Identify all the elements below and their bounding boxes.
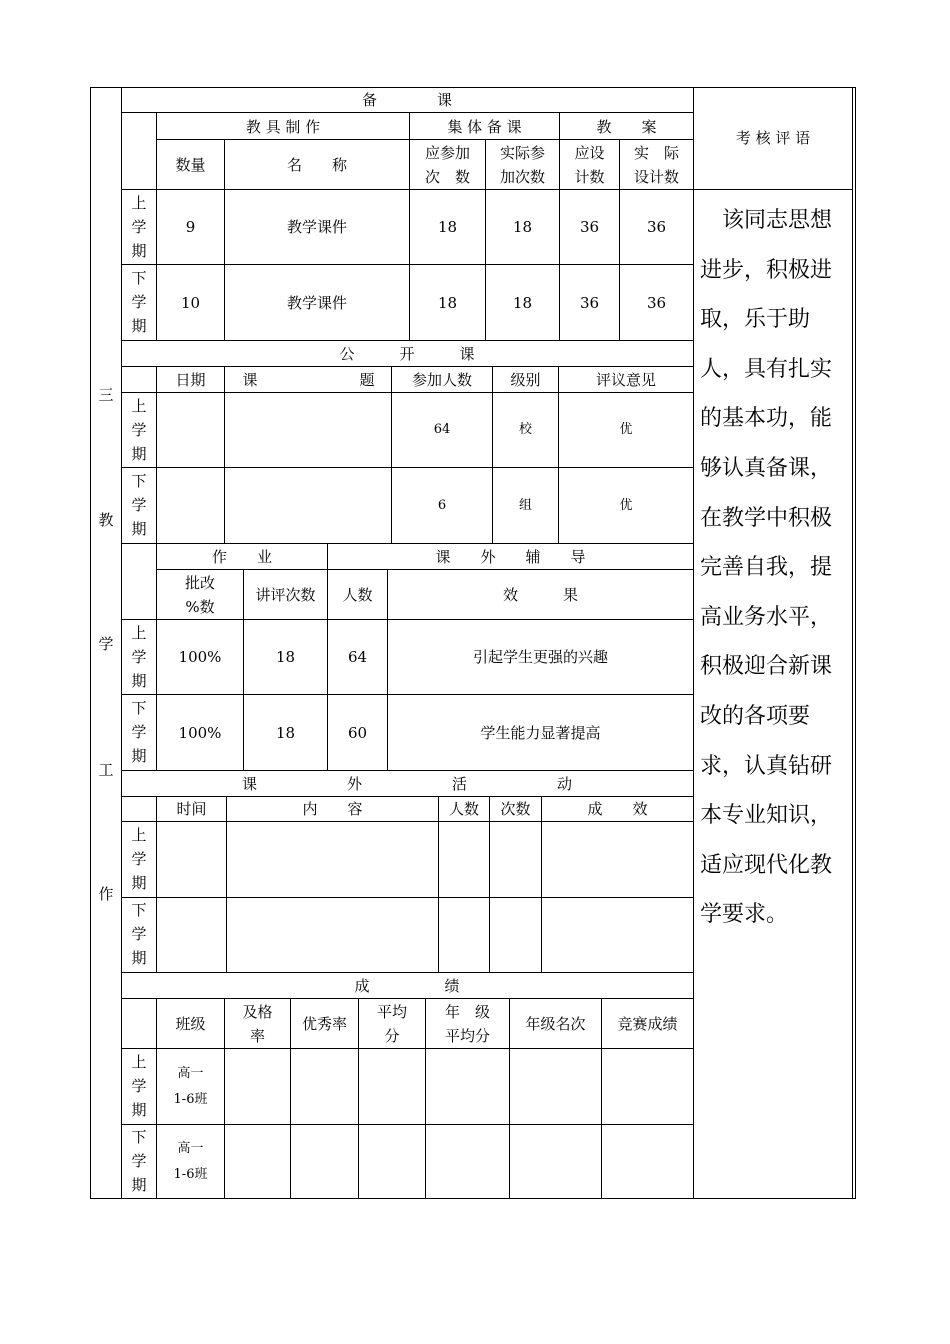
term-upper [122, 192, 156, 262]
cell-level: 组 [518, 497, 532, 513]
col-rank: 年级名次 [525, 1014, 586, 1033]
activities-title: 课 外 活 动 [241, 774, 572, 793]
cell-date [157, 393, 224, 467]
cell-qty: 9 [185, 218, 196, 236]
col-contest: 竞赛成绩 [617, 1014, 678, 1033]
cell-participants: 64 [433, 422, 451, 437]
col-time: 时间 [176, 800, 207, 818]
cell-should-design: 36 [579, 218, 600, 236]
assessment-divider [693, 87, 694, 1199]
col-people: 人数 [448, 800, 479, 818]
col-corrected: 批改 %数 [184, 573, 215, 616]
term-upper [122, 824, 156, 894]
term-lower [122, 697, 156, 767]
term-char: 期 [131, 520, 147, 538]
cell-name: 教学课件 [286, 293, 347, 312]
cell-actual-design: 36 [646, 293, 667, 312]
term-char: 上 [131, 194, 147, 212]
tutoring-title: 课 外 辅 导 [435, 547, 586, 566]
col-reviews: 讲评次数 [255, 585, 316, 604]
col-topic-b: 题 [359, 370, 375, 389]
term-char: 学 [131, 293, 147, 311]
cell-effect: 引起学生更强的兴趣 [472, 648, 608, 666]
cell-should-attend: 18 [437, 293, 458, 312]
term-upper [122, 622, 156, 692]
term-char: 学 [131, 1077, 147, 1095]
col-pass: 及格 率 [242, 1002, 273, 1045]
grid-line [226, 796, 227, 972]
grid-line [121, 112, 693, 113]
cell-comments: 优 [619, 422, 633, 437]
col-effect: 效 果 [502, 585, 578, 604]
open-class-title: 公 开 课 [339, 344, 475, 363]
cell-class: 高一 1-6班 [173, 1140, 208, 1182]
cell-corrected: 100% [178, 723, 222, 742]
cell-people: 60 [347, 723, 368, 742]
cell-corrected: 100% [178, 648, 222, 666]
teaching-aids-header: 教 具 制 作 [245, 117, 321, 136]
cell-level: 校 [518, 422, 532, 437]
homework-title: 作 业 [211, 547, 272, 566]
outer-border-right [852, 87, 853, 1199]
col-people: 人数 [342, 585, 373, 604]
term-char: 学 [131, 218, 147, 236]
cell-actual-design: 36 [646, 218, 667, 236]
term-char: 下 [131, 269, 147, 287]
cell-should-attend: 18 [437, 218, 458, 236]
outer-border-right-double [855, 87, 856, 1199]
assessment-comment: 该同志思想进步，积极进取，乐于助人，具有扎实的基本功，能够认真备课，在教学中积极完善自我，提高业务水平，积极迎合新课改的各项要求，认真钻研本专业知识，适应现代化教学要求。 [700, 208, 833, 928]
grid-line [121, 897, 693, 898]
outer-border-bottom [90, 1198, 855, 1199]
term-char: 期 [131, 445, 147, 463]
cell-comments: 优 [619, 497, 633, 513]
left-label-char: 教 [98, 511, 114, 529]
cell-class: 高一 1-6班 [173, 1065, 208, 1107]
collective-prep-header: 集 体 备 课 [447, 117, 522, 136]
left-label-char: 作 [98, 885, 114, 903]
grid-line [156, 796, 157, 972]
term-char: 下 [131, 472, 147, 490]
col-avg: 平均 分 [376, 1002, 407, 1045]
cell-effect: 学生能力显著提高 [480, 723, 601, 742]
term-char: 学 [131, 1152, 147, 1170]
cell-reviews: 18 [275, 648, 296, 666]
term-char: 下 [131, 901, 147, 919]
term-lower [122, 267, 156, 337]
term-char: 上 [131, 826, 147, 844]
cell-actual-attend: 18 [512, 293, 533, 312]
term-char: 上 [131, 1053, 147, 1071]
cell-people: 64 [347, 648, 368, 666]
term-upper [122, 1051, 156, 1121]
term-char: 期 [131, 1176, 147, 1194]
left-label-char: 三 [98, 386, 114, 404]
col-qty: 数量 [175, 155, 206, 174]
term-char: 上 [131, 624, 147, 642]
cell-topic [225, 393, 391, 467]
col-comments: 评议意见 [595, 370, 656, 389]
term-char: 学 [131, 925, 147, 943]
grid-line [541, 796, 542, 972]
term-char: 期 [131, 1101, 147, 1119]
term-char: 期 [131, 874, 147, 892]
cell-actual-attend: 18 [512, 218, 533, 236]
term-char: 期 [131, 949, 147, 967]
term-char: 期 [131, 672, 147, 690]
grid-line [438, 796, 439, 972]
col-topic-a: 课 [242, 370, 258, 389]
lesson-prep-title: 备 课 [361, 91, 452, 109]
col-date: 日期 [175, 370, 206, 389]
col-actual-design: 实 际 设计数 [633, 143, 679, 186]
cell-qty: 10 [180, 293, 201, 312]
term-char: 学 [131, 496, 147, 514]
grid-line [121, 821, 693, 822]
term-char: 期 [131, 242, 147, 260]
left-label-char: 学 [98, 635, 114, 653]
cell-should-design: 36 [579, 293, 600, 312]
term-char: 期 [131, 317, 147, 335]
term-char: 学 [131, 723, 147, 741]
col-content: 内 容 [302, 800, 363, 818]
cell-reviews: 18 [275, 723, 296, 742]
grades-title: 成 绩 [354, 976, 460, 995]
term-char: 学 [131, 648, 147, 666]
cell-date [157, 468, 224, 543]
col-should-attend: 应参加 次 数 [424, 143, 470, 186]
col-results: 成 效 [587, 800, 648, 818]
cell-participants: 6 [437, 497, 447, 513]
term-char: 学 [131, 421, 147, 439]
grid-line [489, 796, 490, 972]
assessment-header: 考 核 评 语 [735, 129, 811, 147]
term-upper [122, 395, 156, 465]
term-lower [122, 470, 156, 540]
col-level: 级别 [510, 370, 541, 389]
lesson-plans-header: 教 案 [596, 117, 657, 136]
cell-name: 教学课件 [286, 218, 347, 236]
term-char: 下 [131, 1128, 147, 1146]
term-char: 学 [131, 850, 147, 868]
col-name: 名 称 [286, 155, 347, 174]
col-grade-avg: 年 级 平均分 [444, 1002, 490, 1045]
term-char: 期 [131, 747, 147, 765]
col-actual-attend: 实际参 加次数 [499, 143, 545, 186]
col-excellent: 优秀率 [301, 1014, 347, 1033]
term-lower [122, 899, 156, 969]
col-times: 次数 [500, 800, 531, 818]
col-class: 班级 [175, 1014, 206, 1033]
term-lower [122, 1126, 156, 1196]
assessment-header-line [693, 189, 853, 190]
term-char: 下 [131, 699, 147, 717]
term-char: 上 [131, 397, 147, 415]
col-participants: 参加人数 [411, 370, 472, 389]
col-should-design: 应设 计数 [574, 143, 605, 186]
cell-topic [225, 468, 391, 543]
left-label-char: 工 [98, 761, 114, 779]
